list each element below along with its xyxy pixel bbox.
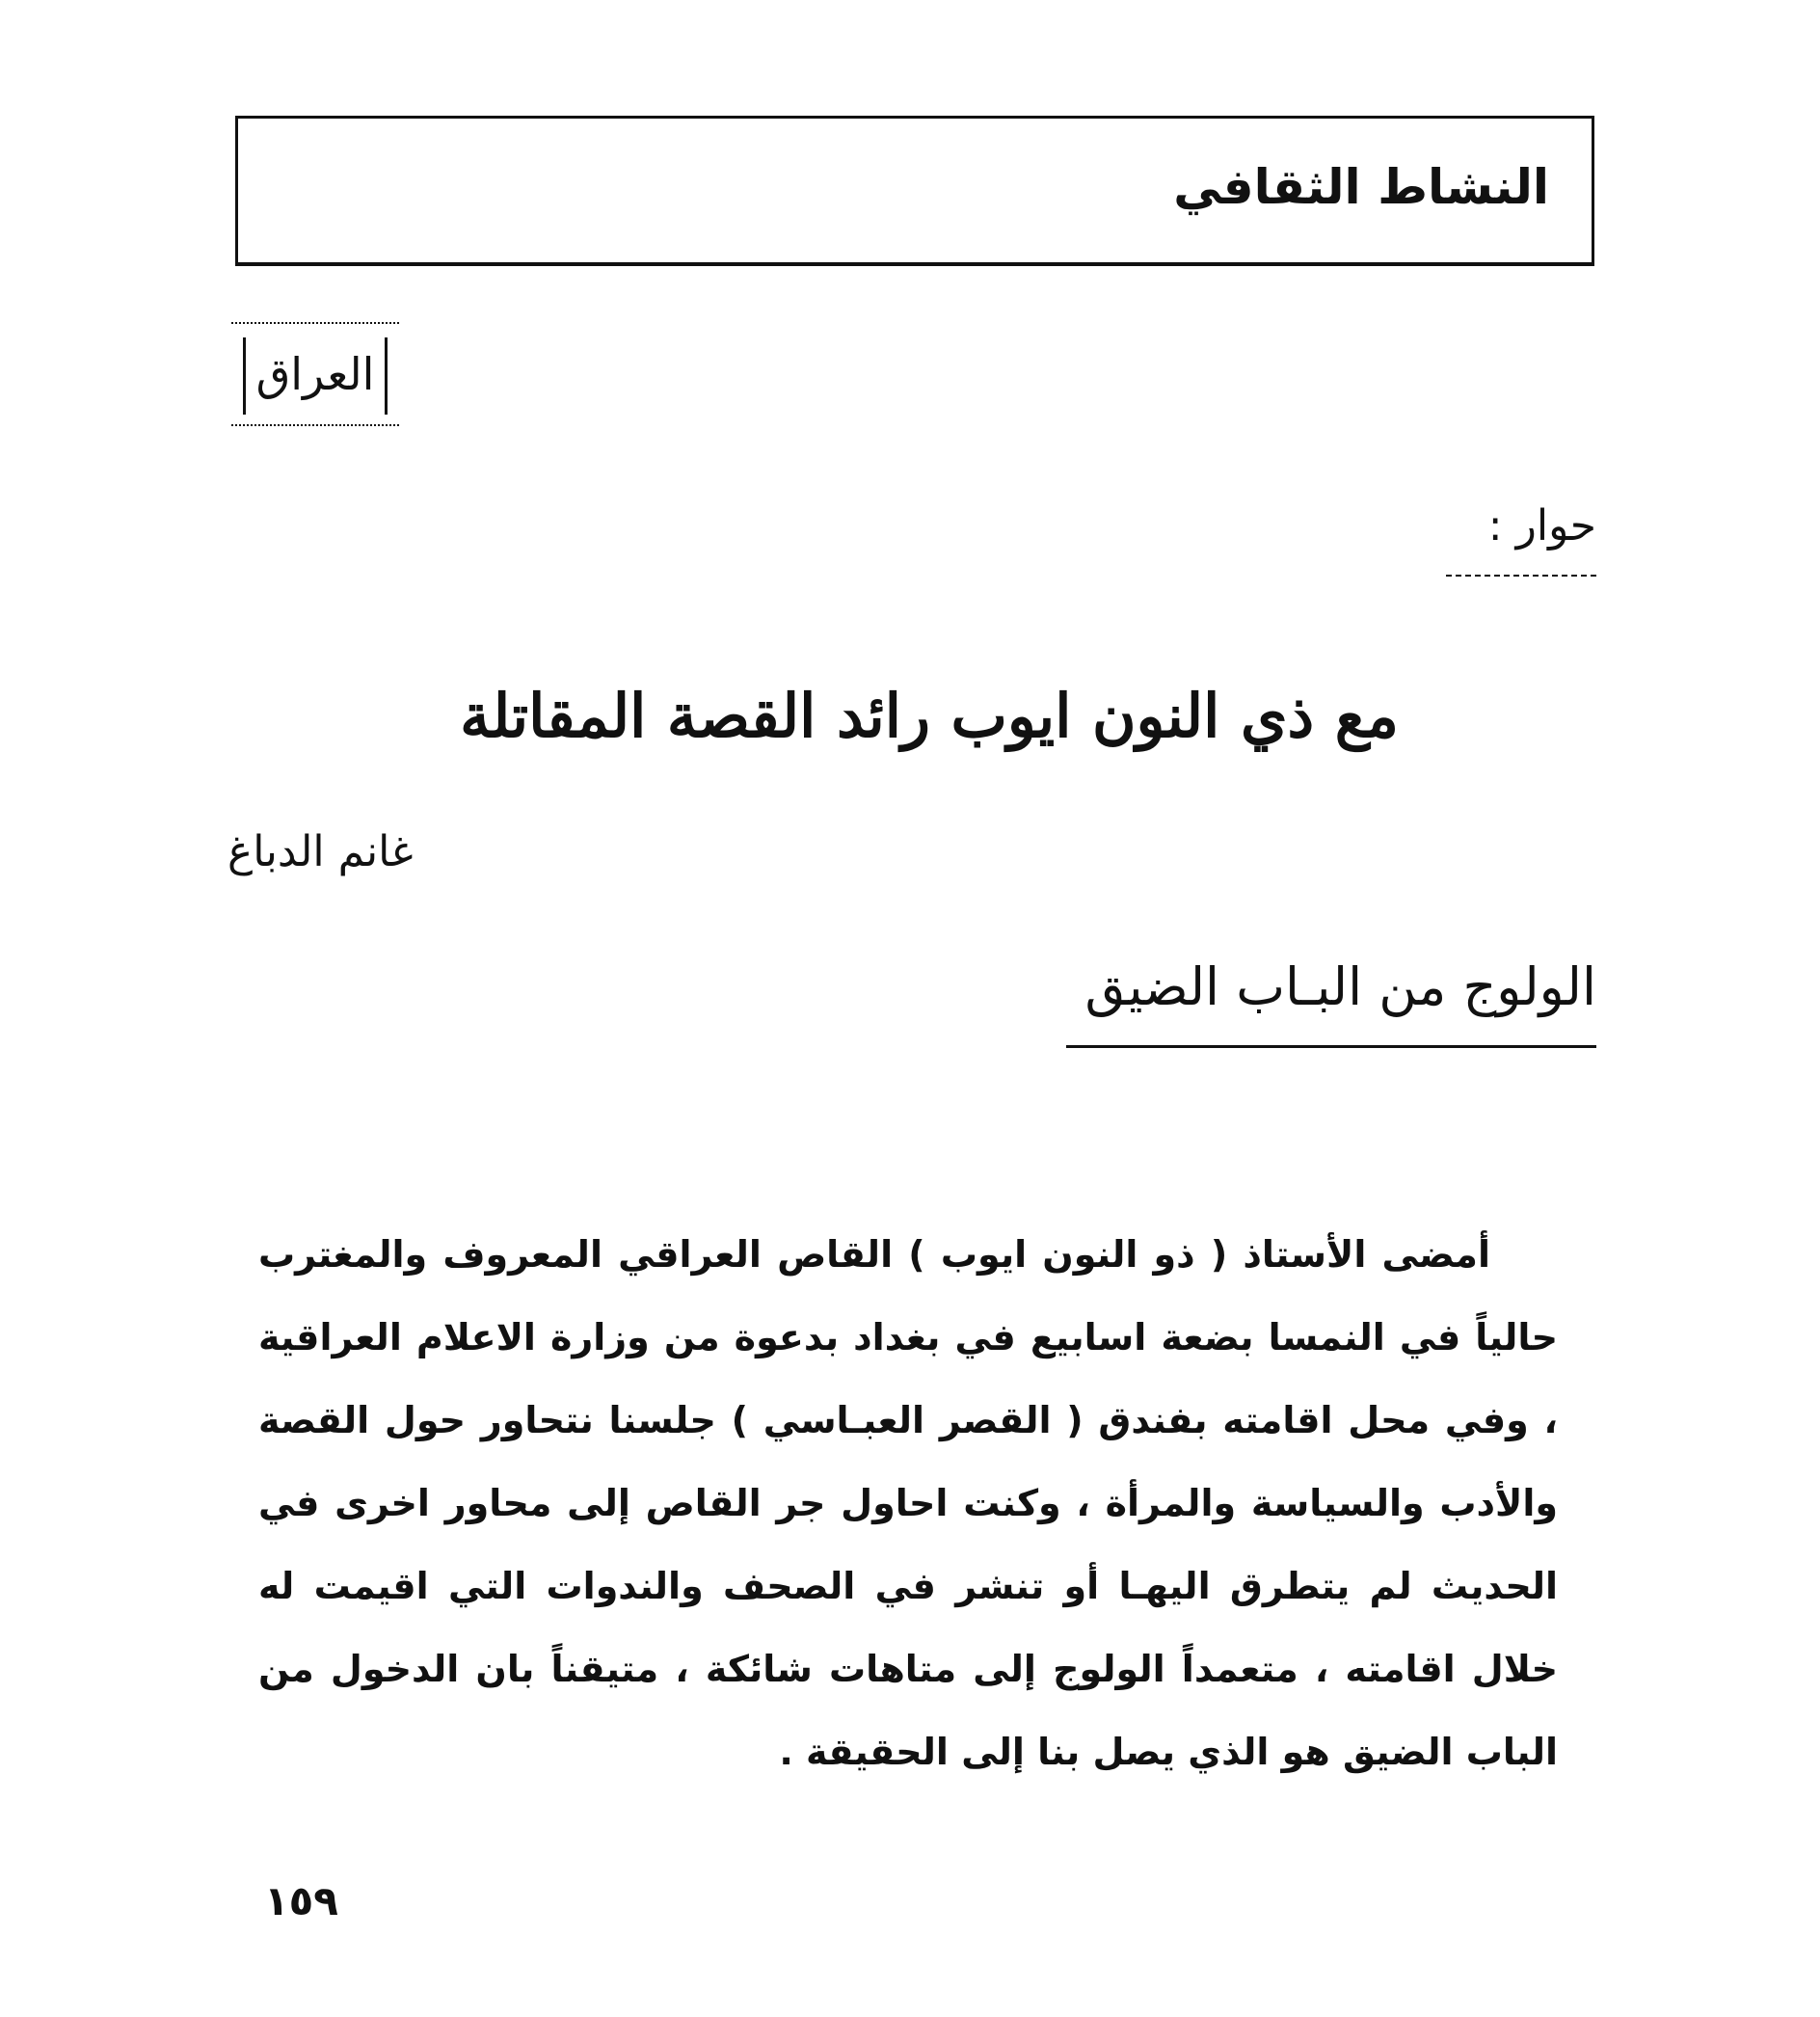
country-tag-box: [231, 322, 399, 426]
subheading-underline: [1066, 1045, 1596, 1048]
article-body: [258, 1213, 1558, 1793]
kicker-underline: [1446, 575, 1596, 577]
article-author: غانم الدباغ: [228, 827, 414, 876]
body-paragraph: أمضى الأستاذ ( ذو النون ايوب ) القاص العراقي المعروف والمغترب حالياً في النمسا بضعة اسابيع في بغداد بدعوة من وزارة الاعلام العراقية ، وفي محل اقامته بفندق ( القصر العبـاسي ) جلسنا نتحاور حول القصة والأدب والسياسة والمرأة ، وكنت احاول جر القاص إلى محاور اخرى في الحديث لم يتطرق اليهـا أو تنشر في الصحف والندوات التي اقيمت له خلال اقامته ، متعمداً الولوج إلى متاهات شائكة ، متيقناً بان الدخول من الباب الضيق هو الذي يصل بنا إلى الحقيقة .: [258, 1233, 1558, 1773]
article-kicker: حوار :: [1487, 501, 1596, 551]
page-number: ١٥٩: [264, 1877, 338, 1924]
section-header-box: [235, 116, 1594, 266]
section-title: النشاط الثقافي: [1173, 159, 1549, 215]
article-headline: مع ذي النون ايوب رائد القصة المقاتلة: [460, 681, 1399, 751]
country-label: العراق: [255, 348, 375, 400]
article-subheading: الولوج من البـاب الضيق: [1084, 956, 1596, 1017]
